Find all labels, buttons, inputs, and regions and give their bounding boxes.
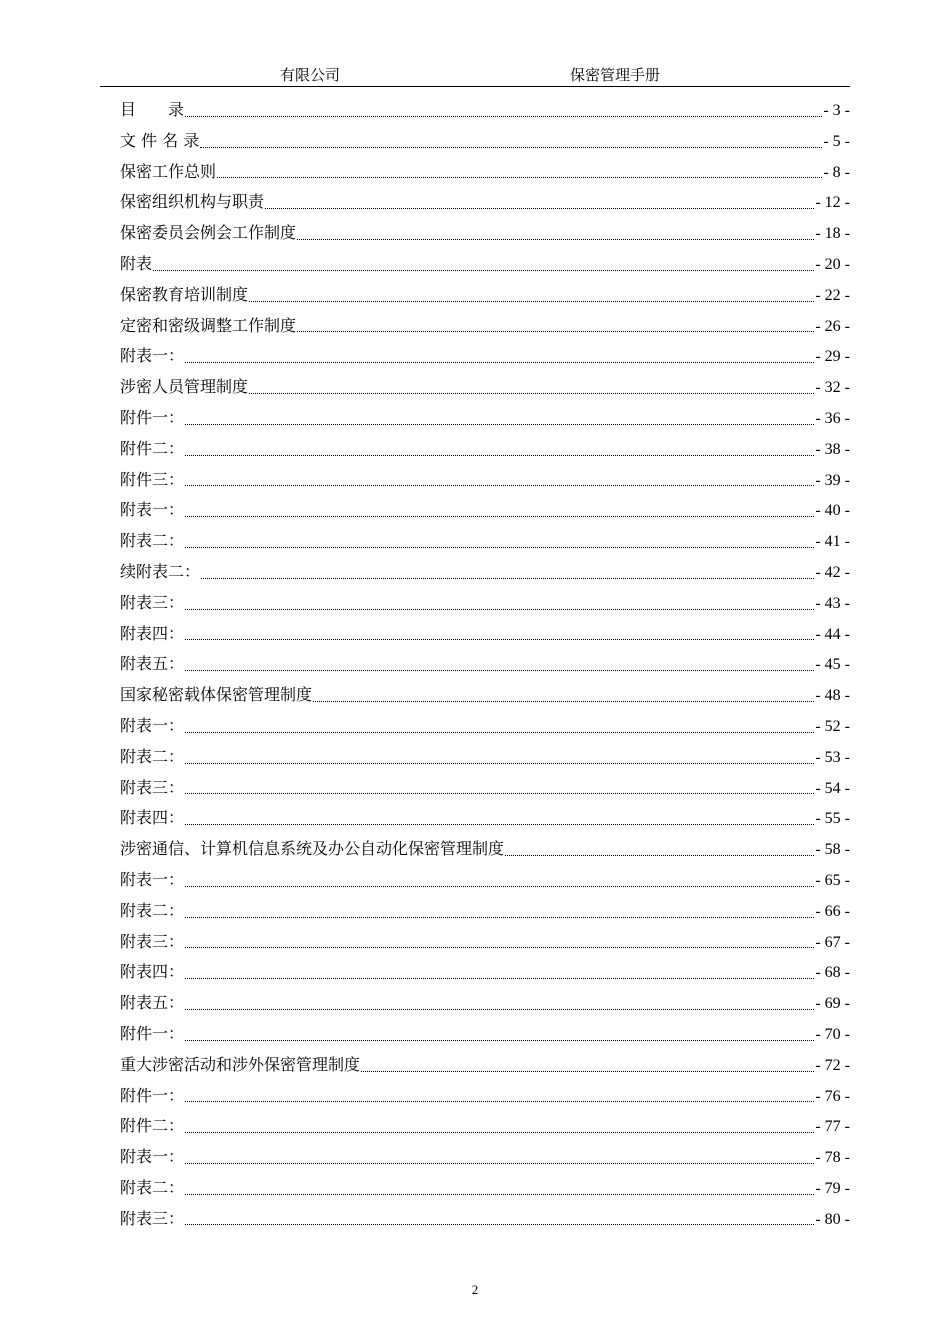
toc-entry-title: 附表三： [120,592,185,612]
page-header [100,60,850,87]
toc-entry-title: 附表三： [120,1208,185,1228]
toc-entry-title: 目 录 [120,100,185,119]
toc-entry-title: 保密组织机构与职责 [120,192,265,212]
toc-entry-page: - 58 - [815,841,850,859]
toc-entry[interactable] [120,311,850,342]
toc-leader-dots [185,1194,814,1195]
toc-leader-dots [185,1132,814,1133]
toc-entry-title: 附表五： [120,993,185,1013]
toc-leader-dots [201,578,814,579]
toc-entry-page: - 3 - [823,102,850,119]
toc-entry-page: - 20 - [815,255,850,273]
toc-leader-dots [297,239,814,240]
toc-entry-page: - 52 - [815,717,850,735]
toc-entry-page: - 12 - [815,194,850,212]
toc-entry[interactable] [120,619,850,650]
toc-leader-dots [200,147,822,148]
toc-entry-title: 附表二： [120,531,185,551]
toc-leader-dots [185,455,814,456]
toc-leader-dots [185,1009,814,1010]
toc-entry[interactable] [120,1050,850,1081]
toc-entry-page: - 48 - [815,687,850,705]
toc-entry-title: 附表二： [120,1177,185,1197]
toc-entry-page: - 38 - [815,440,850,458]
toc-entry[interactable] [120,803,850,834]
toc-entry-title: 附表一： [120,1147,185,1167]
toc-entry-page: - 66 - [815,902,850,920]
toc-entry-page: - 77 - [815,1118,850,1136]
toc-entry-title: 附件二： [120,1116,185,1136]
toc-entry-page: - 69 - [815,995,850,1013]
toc-entry-page: - 42 - [815,563,850,581]
toc-entry-page: - 79 - [815,1179,850,1197]
toc-entry-page: - 78 - [815,1149,850,1167]
toc-leader-dots [361,1071,814,1072]
toc-leader-dots [217,177,822,178]
toc-entry-title: 涉密通信、计算机信息系统及办公自动化保密管理制度 [120,839,505,859]
toc-entry-title: 附表二： [120,746,185,766]
header-manual-title: 保密管理手册 [570,66,661,84]
toc-entry-title: 附表四： [120,808,185,828]
toc-entry-title: 附表二： [120,900,185,920]
toc-entry[interactable] [120,157,850,188]
toc-entry[interactable] [120,249,850,280]
toc-entry-title: 重大涉密活动和涉外保密管理制度 [120,1054,361,1074]
toc-entry[interactable] [120,1173,850,1204]
toc-entry-title: 附表四： [120,962,185,982]
toc-entry-title: 续附表二： [120,561,201,581]
toc-entry-title: 附表一： [120,715,185,735]
toc-entry-title: 附件二： [120,438,185,458]
toc-entry-title: 附表三： [120,931,185,951]
toc-leader-dots [185,116,822,117]
toc-entry-page: - 54 - [815,779,850,797]
toc-entry[interactable] [120,865,850,896]
toc-entry-page: - 72 - [815,1056,850,1074]
toc-entry[interactable] [120,1111,850,1142]
toc-entry-title: 附表 [120,253,153,273]
toc-entry[interactable] [120,218,850,249]
toc-entry-page: - 29 - [815,348,850,366]
toc-entry-page: - 76 - [815,1087,850,1105]
toc-leader-dots [185,947,814,948]
toc-entry-title: 涉密人员管理制度 [120,377,249,397]
toc-entry-page: - 36 - [815,409,850,427]
toc-entry[interactable] [120,526,850,557]
toc-entry-page: - 44 - [815,625,850,643]
toc-entry-page: - 39 - [815,471,850,489]
toc-leader-dots [265,208,814,209]
toc-entry-title: 附表一： [120,500,185,520]
toc-leader-dots [185,639,814,640]
toc-leader-dots [185,824,814,825]
toc-entry[interactable] [120,1142,850,1173]
toc-entry[interactable] [120,1204,850,1235]
toc-entry-title: 附件一： [120,1085,185,1105]
toc-leader-dots [313,701,814,702]
toc-entry[interactable] [120,280,850,311]
toc-entry[interactable] [120,187,850,218]
toc-entry[interactable] [120,896,850,927]
toc-entry[interactable] [120,403,850,434]
toc-entry[interactable] [120,680,850,711]
toc-leader-dots [185,732,814,733]
toc-entry-title: 附表一： [120,869,185,889]
toc-entry-title: 附件一： [120,407,185,427]
toc-entry-page: - 55 - [815,810,850,828]
toc-leader-dots [249,393,814,394]
toc-leader-dots [185,886,814,887]
toc-entry-page: - 68 - [815,964,850,982]
toc-leader-dots [505,855,814,856]
toc-leader-dots [185,516,814,517]
toc-entry[interactable] [120,834,850,865]
page-number: 2 [471,1282,479,1297]
toc-entry-title: 保密委员会例会工作制度 [120,223,297,243]
toc-entry[interactable] [120,742,850,773]
toc-leader-dots [185,978,814,979]
toc-leader-dots [185,1163,814,1164]
toc-entry[interactable] [120,588,850,619]
toc-entry[interactable] [120,341,850,372]
toc-entry-page: - 22 - [815,286,850,304]
toc-leader-dots [185,424,814,425]
toc-leader-dots [297,331,814,332]
toc-entry-page: - 80 - [815,1210,850,1228]
toc-leader-dots [185,485,814,486]
header-company: 有限公司 [280,66,341,84]
toc-entry-page: - 45 - [815,656,850,674]
toc-entry-title: 国家秘密载体保密管理制度 [120,685,313,705]
toc-entry-page: - 67 - [815,933,850,951]
toc-entry-title: 附表四： [120,623,185,643]
toc-leader-dots [185,1224,814,1225]
toc-entry[interactable] [120,1019,850,1050]
toc-entry[interactable] [120,927,850,958]
toc-leader-dots [153,270,814,271]
toc-entry[interactable] [120,372,850,403]
toc-entry-page: - 70 - [815,1025,850,1043]
toc-entry-title: 附表一： [120,346,185,366]
toc-entry-page: - 8 - [823,163,850,181]
toc-entry[interactable] [120,95,850,126]
toc-entry-title: 文 件 名 录 [120,130,200,150]
toc-entry-page: - 18 - [815,225,850,243]
toc-leader-dots [185,763,814,764]
toc-entry-page: - 41 - [815,533,850,551]
toc-entry[interactable] [120,465,850,496]
toc-entry-page: - 5 - [823,132,850,150]
toc-entry-title: 附件三： [120,469,185,489]
toc-entry[interactable] [120,434,850,465]
toc-leader-dots [185,917,814,918]
toc-entry-title: 保密工作总则 [120,161,217,181]
toc-entry[interactable] [120,649,850,680]
toc-entry-title: 保密教育培训制度 [120,284,249,304]
toc-entry[interactable] [120,495,850,526]
toc-leader-dots [185,547,814,548]
toc-entry[interactable] [120,126,850,157]
toc-entry[interactable] [120,957,850,988]
toc-entry[interactable] [120,773,850,804]
toc-entry[interactable] [120,711,850,742]
toc-entry-page: - 32 - [815,379,850,397]
toc-entry[interactable] [120,557,850,588]
toc-entry-title: 定密和密级调整工作制度 [120,315,297,335]
toc-leader-dots [185,1101,814,1102]
toc-leader-dots [185,670,814,671]
table-of-contents [120,95,850,1234]
toc-leader-dots [185,1040,814,1041]
toc-entry-page: - 26 - [815,317,850,335]
toc-entry-page: - 40 - [815,502,850,520]
toc-entry[interactable] [120,1081,850,1112]
toc-entry-title: 附件一： [120,1023,185,1043]
toc-leader-dots [185,793,814,794]
toc-leader-dots [185,609,814,610]
toc-entry-page: - 53 - [815,748,850,766]
toc-entry-title: 附表五： [120,654,185,674]
toc-entry[interactable] [120,988,850,1019]
toc-entry-page: - 65 - [815,871,850,889]
toc-entry-page: - 43 - [815,594,850,612]
toc-leader-dots [185,362,814,363]
toc-leader-dots [249,301,814,302]
toc-entry-title: 附表三： [120,777,185,797]
